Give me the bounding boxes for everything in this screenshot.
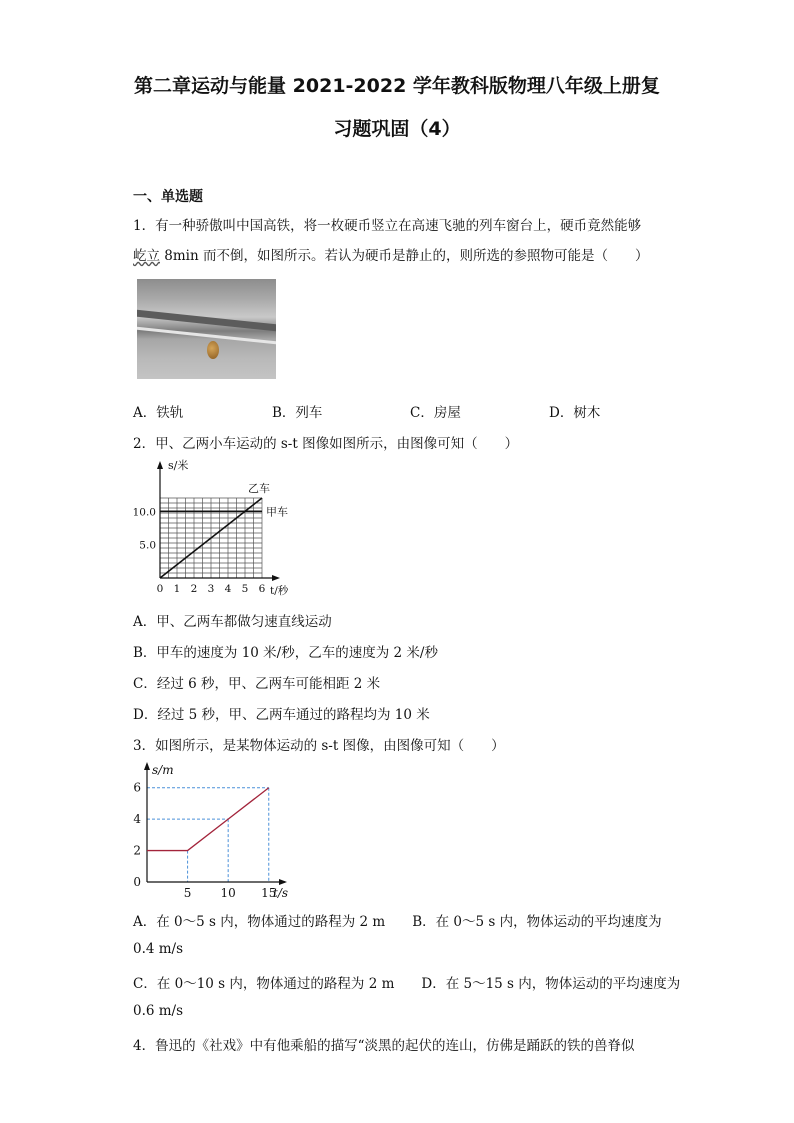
question-3-text: 3．如图所示，是某物体运动的 s-t 图像，由图像可知（ ） <box>133 738 505 754</box>
q2-option-d: D．经过 5 秒，甲、乙两车通过的路程均为 10 米 <box>133 707 430 723</box>
chart-q2 <box>128 455 298 603</box>
x-tick-label: 15 <box>261 886 277 898</box>
y-axis-arrow <box>157 461 163 469</box>
chart-q3-labels <box>133 763 288 898</box>
x-tick-label: 0 <box>156 583 164 595</box>
q1-option-d: D．树木 <box>549 405 601 421</box>
x-tick-label: 6 <box>258 583 266 595</box>
y-axis-arrow <box>144 762 150 770</box>
y-axis-label: s/米 <box>168 459 189 472</box>
origin-label: 0 <box>133 875 141 889</box>
q3-options-line3: C．在 0～10 s 内，物体通过的路程为 2 m D．在 5～15 s 内，物体运动的平均速度为 <box>133 976 681 992</box>
chart-q3 <box>128 758 298 898</box>
y-axis-label: s/m <box>152 763 174 777</box>
x-tick-label: 2 <box>190 583 198 595</box>
page-title: 第二章运动与能量 2021-2022 学年教科版物理八年级上册复 <box>134 75 660 97</box>
q3-options-line1: A．在 0～5 s 内，物体通过的路程为 2 m B．在 0～5 s 内，物体运动的平均速度为 <box>133 914 662 930</box>
coin-image <box>207 341 219 359</box>
series-label-yi: 乙车 <box>248 482 270 495</box>
x-axis-label: t/秒 <box>270 585 289 597</box>
underlined-word: 屹立 <box>133 248 160 264</box>
q2-option-c: C．经过 6 秒，甲、乙两车可能相距 2 米 <box>133 676 381 692</box>
y-tick-label: 10.0 <box>132 506 156 519</box>
x-tick-label: 1 <box>173 583 181 595</box>
y-tick-label: 5.0 <box>139 539 156 552</box>
q2-option-a: A．甲、乙两车都做匀速直线运动 <box>133 614 332 630</box>
x-axis-arrow <box>272 575 280 581</box>
q3-options-line2: 0.4 m/s <box>133 941 184 957</box>
x-tick-label: 10 <box>220 886 236 898</box>
q3-options-line4: 0.6 m/s <box>133 1003 184 1019</box>
y-tick-label: 6 <box>133 780 141 795</box>
window-sill-edge <box>137 327 276 345</box>
q1-option-c: C．房屋 <box>410 405 461 421</box>
question-1-text: 1．有一种骄傲叫中国高铁，将一枚硬币竖立在高速飞驰的列车窗台上，硬币竟然能够 <box>133 218 642 234</box>
x-tick-label: 4 <box>224 583 232 595</box>
question-1-text-rest: 8min 而不倒，如图所示。若认为硬币是静止的，则所选的参照物可能是（ ） <box>160 248 649 264</box>
y-tick-label: 4 <box>133 812 141 827</box>
q1-option-a: A．铁轨 <box>133 405 184 421</box>
section-heading: 一、单选题 <box>133 189 203 205</box>
chart-q3-axes <box>144 762 287 885</box>
series-label-jia: 甲车 <box>266 505 288 519</box>
coin-photo <box>137 279 276 379</box>
x-tick-label: 5 <box>241 583 249 595</box>
question-4-text: 4．鲁迅的《社戏》中有他乘船的描写“淡黑的起伏的连山，仿佛是踊跃的铁的兽脊似 <box>133 1038 635 1054</box>
x-tick-label: 5 <box>183 886 192 898</box>
x-axis-arrow <box>279 879 287 885</box>
x-tick-label: 3 <box>207 583 215 595</box>
question-1-text-line2 <box>133 244 648 264</box>
q1-option-b: B．列车 <box>272 405 323 421</box>
question-2-text: 2．甲、乙两小车运动的 s-t 图像如图所示，由图像可知（ ） <box>133 436 519 452</box>
q2-option-b: B．甲车的速度为 10 米/秒，乙车的速度为 2 米/秒 <box>133 645 438 661</box>
page-title-line2: 习题巩固（4） <box>333 118 461 140</box>
x-axis-label: t/s <box>273 886 289 898</box>
y-tick-label: 2 <box>133 843 141 858</box>
